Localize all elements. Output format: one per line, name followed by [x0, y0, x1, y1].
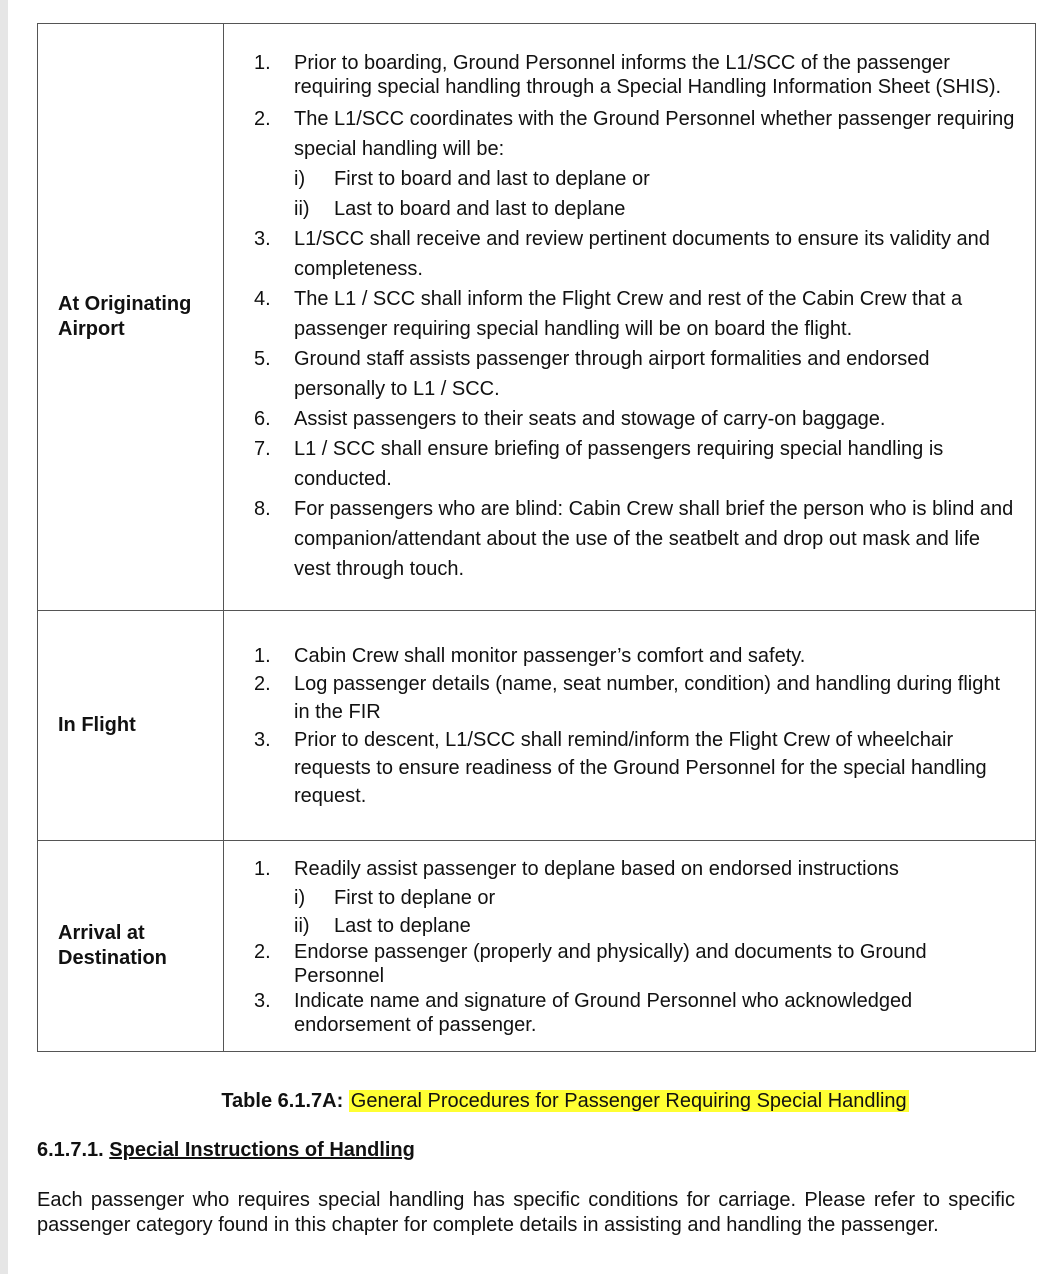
- body-paragraph: Each passenger who requires special handling has specific conditions for carriage. Please refer to specific passenger category found in this chapter for complete details in assisting and handling the passenger.: [37, 1189, 1015, 1236]
- table-caption: [0, 1088, 1056, 1114]
- procedures-table: [37, 23, 1036, 1052]
- list-item: 5. Ground staff assists passenger through airport formalities and endorsed personally to L1 / SCC.: [254, 347, 930, 400]
- table-row-in-flight: [38, 611, 1036, 841]
- list-item: 6. Assist passengers to their seats and stowage of carry-on baggage.: [254, 407, 886, 430]
- table-row-originating: [38, 24, 1036, 611]
- list-item: 2. Log passenger details (name, seat number, condition) and handling during flight in the FIR: [254, 672, 1001, 723]
- steps-cell: [224, 611, 1036, 841]
- page-edge: [0, 0, 8, 1274]
- steps-cell: [224, 841, 1036, 1052]
- list-item: 1. Cabin Crew shall monitor passenger’s comfort and safety.: [254, 644, 806, 667]
- steps-cell: [224, 24, 1036, 611]
- section-title: Special Instructions of Handling: [109, 1139, 415, 1161]
- sub-item: ii) Last to deplane: [294, 914, 471, 937]
- phase-label: In Flight: [38, 611, 224, 841]
- phase-label: Arrival at Destination: [38, 841, 224, 1052]
- list-item: 3. L1/SCC shall receive and review pertinent documents to ensure its validity and completeness.: [254, 227, 990, 280]
- list-item: 4. The L1 / SCC shall inform the Flight Crew and rest of the Cabin Crew that a passenger requiring special handling will be on board the flight.: [254, 287, 963, 340]
- sub-item: i) First to deplane or: [294, 886, 496, 909]
- section-heading: [37, 1137, 415, 1163]
- section-number: 6.1.7.1.: [37, 1139, 104, 1161]
- caption-title-highlighted: General Procedures for Passenger Requiring Special Handling: [350, 1090, 907, 1112]
- list-item: 1. Readily assist passenger to deplane based on endorsed instructions i) First to deplane or ii) Last to deplane: [254, 855, 1021, 940]
- sub-item: ii) Last to board and last to deplane: [294, 197, 626, 220]
- step-list: [254, 855, 1021, 1038]
- list-item: 7. L1 / SCC shall ensure briefing of passengers requiring special handling is conducted.: [254, 437, 944, 490]
- sub-item: i) First to board and last to deplane or: [294, 167, 650, 190]
- step-list: [254, 642, 1021, 810]
- list-item: 8. For passengers who are blind: Cabin Crew shall brief the person who is blind and companion/attendant about the use of the seatbelt and drop out mask and life vest through touch.: [254, 497, 1014, 580]
- caption-label: Table 6.1.7A:: [221, 1090, 344, 1112]
- list-item: 2. The L1/SCC coordinates with the Ground Personnel whether passenger requiring special handling will be: i) First to board and last to deplane or ii) Last to board and last to deplane: [254, 104, 1021, 224]
- list-item: 3. Prior to descent, L1/SCC shall remind/inform the Flight Crew of wheelchair requests to ensure readiness of the Ground Personnel for the special handling request.: [254, 728, 987, 807]
- list-item: 3. Indicate name and signature of Ground Personnel who acknowledged endorsement of passenger.: [254, 989, 913, 1036]
- phase-label: At Originating Airport: [38, 24, 224, 611]
- list-item: 1. Prior to boarding, Ground Personnel informs the L1/SCC of the passenger requiring special handling through a Special Handling Information Sheet (SHIS).: [254, 51, 1002, 98]
- step-list: [254, 51, 1021, 584]
- list-item: 2. Endorse passenger (properly and physically) and documents to Ground Personnel: [254, 940, 927, 987]
- table-row-arrival: [38, 841, 1036, 1052]
